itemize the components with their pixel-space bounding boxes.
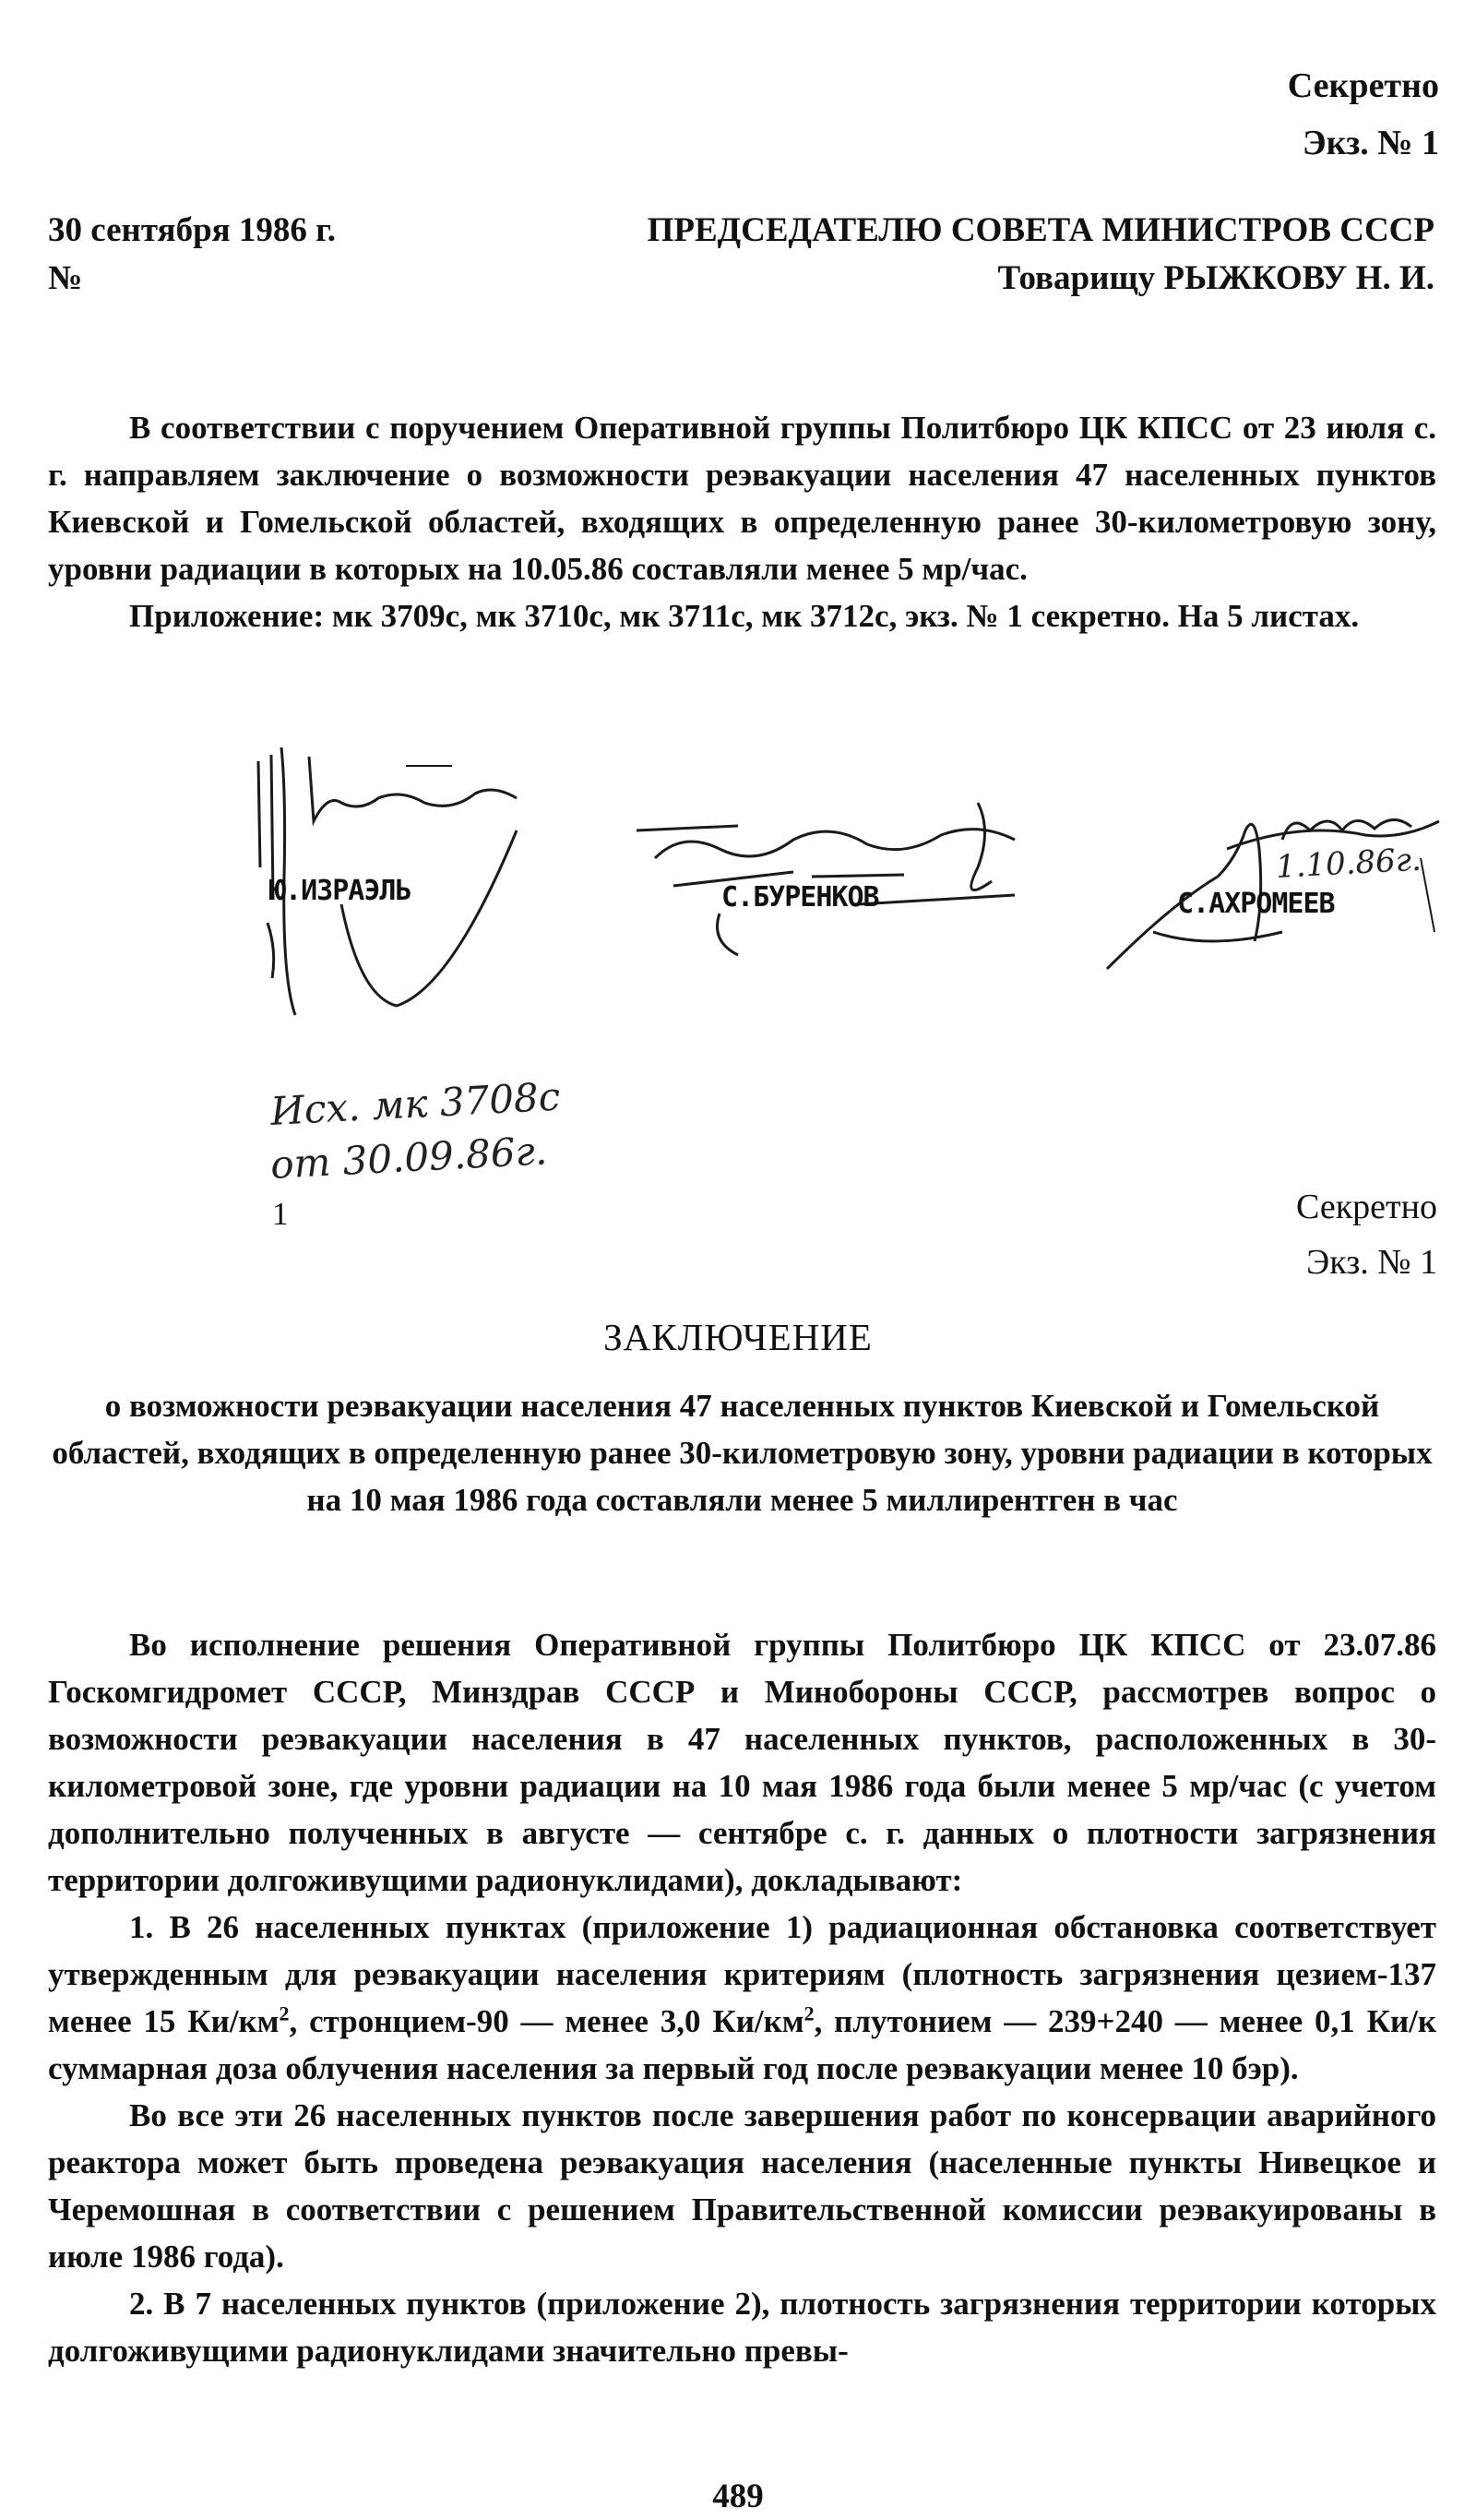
signature-date-handwritten: 1.10.86г. xyxy=(1275,841,1422,886)
copy-label: Экз. № 1 xyxy=(1302,124,1439,162)
conclusion-body xyxy=(48,1621,1436,2374)
secret-label: Секретно xyxy=(1287,66,1439,105)
signature-name-2: С.БУРЕНКОВ xyxy=(721,881,879,914)
item1-sup-a: 2 xyxy=(279,2001,290,2025)
addressee-line-1: ПРЕДСЕДАТЕЛЮ СОВЕТА МИНИСТРОВ СССР xyxy=(647,211,1434,249)
handwritten-note-line-2: от 30.09.86г. xyxy=(269,1128,549,1188)
secrecy-stamp-conclusion xyxy=(1199,1179,1437,1290)
letter-body xyxy=(48,404,1436,639)
letter-paragraph: В соответствии с поручением Оперативной группы Политбюро ЦК КПСС от 23 июля с. г. направляем заключение о возможности реэвакуации населения 47 населенных пунктов Киевской и Гомельской областей, входящих в определенную ранее 30-километровую зону, уровни радиации в которых на 10.05.86 составляли менее 5 мр/час. xyxy=(48,410,1436,587)
copy-label: Экз. № 1 xyxy=(1306,1243,1437,1282)
conclusion-item-2: 2. В 7 населенных пунктов (приложение 2), плотность загрязнения территории которых долгоживущими радионуклидами значительно превы- xyxy=(48,2286,1436,2369)
conclusion-paragraph-intro: Во исполнение решения Оперативной группы Политбюро ЦК КПСС от 23.07.86 Госкомгидромет СССР, Минздрав СССР и Минобороны СССР, рассмотрев вопрос о возможности реэвакуации населения в 47 населенных пунктов, расположенных в 30-километровой зоне, где уровни радиации на 10 мая 1986 года были менее 5 мр/час (с учетом дополнительно полученных в августе — сентябре с. г. данных о плотности загрязнения территории долгоживущими радионуклидами), докладывают: xyxy=(48,1627,1436,1898)
signature-name-3: С.АХРОМЕЕВ xyxy=(1177,888,1335,920)
addressee-line-2: Товарищу РЫЖКОВУ Н. И. xyxy=(997,259,1434,297)
secrecy-stamp-top xyxy=(1153,57,1439,172)
footer-page-number: 489 xyxy=(712,2478,764,2515)
letter-number-sign: № xyxy=(48,259,83,297)
conclusion-title: ЗАКЛЮЧЕНИЕ xyxy=(603,1316,873,1358)
handwritten-note-line-1: Исх. мк 3708с xyxy=(269,1073,562,1134)
secret-label: Секретно xyxy=(1296,1188,1437,1226)
conclusion-subtitle: о возможности реэвакуации населения 47 населенных пунктов Киевской и Гомельской областей, входящих в определенную ранее 30-километровую зону, уровни радиации в которых на 10 мая 1986 года составляли менее 5 миллирентген в час xyxy=(52,1388,1433,1518)
letter-attachment: Приложение: мк 3709с, мк 3710с, мк 3711с, мк 3712с, экз. № 1 секретно. На 5 листах. xyxy=(129,598,1360,634)
conclusion-paragraph-reevacuation: Во все эти 26 населенных пунктов после завершения работ по консервации аварийного реактора может быть проведена реэвакуация населения (населенные пункты Нивецкое и Черемошная в соответствии с решением Правительственной комиссии реэвакуированы в июле 1986 года). xyxy=(48,2097,1436,2275)
small-page-number: 1 xyxy=(272,1196,289,1232)
letter-date: 30 сентября 1986 г. xyxy=(48,211,337,249)
item1-text-c: , плутонием — 239+240 — менее 0,1 Ки/к суммарная доза облучения населения за первый год после реэвакуации менее 10 бэр). xyxy=(48,2003,1437,2086)
item1-text-a: 1. В 26 населенных пунктах (приложение 1) радиационная обстановка соответствует утвержденным для реэвакуации населения критериям (плотность загрязнения цезием-137 менее 15 Ки/км xyxy=(48,1909,1436,2039)
signature-name-1: Ю.ИЗРАЭЛЬ xyxy=(269,875,411,907)
conclusion-item-1 xyxy=(48,1904,1436,2092)
item1-sup-b: 2 xyxy=(803,2001,815,2025)
item1-text-b: , стронцием-90 — менее 3,0 Ки/км xyxy=(289,2003,804,2039)
